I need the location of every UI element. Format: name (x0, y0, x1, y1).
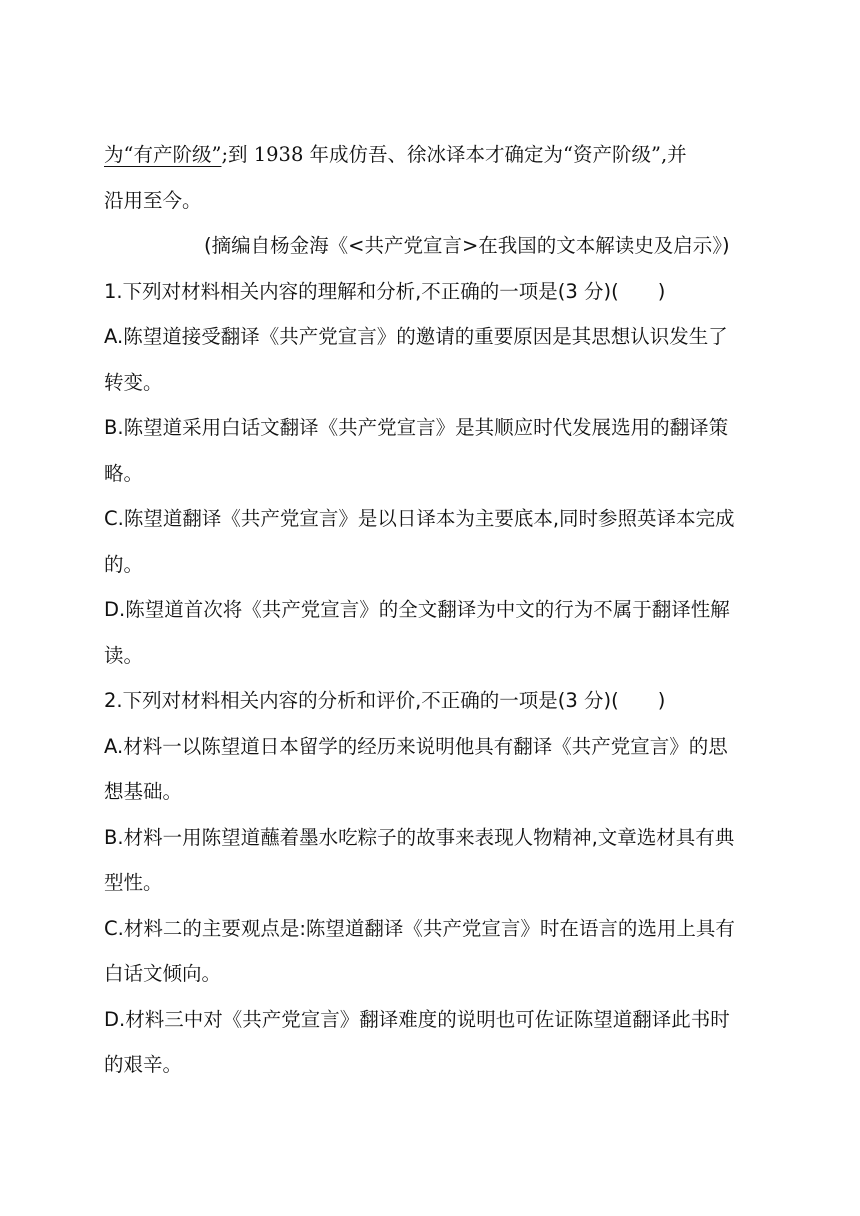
question-2-option-a: A.材料一以陈望道日本留学的经历来说明他具有翻译《共产党宣言》的思 (104, 734, 728, 758)
passage-line-1-rest: ;到 1938 年成仿吾、徐冰译本才确定为“资产阶级”,并 (221, 143, 687, 166)
question-1-stem: 1.下列对材料相关内容的理解和分析,不正确的一项是(3 分)( ) (104, 279, 666, 303)
document-content (104, 132, 764, 1088)
question-2-option-a-cont: 想基础。 (104, 780, 183, 803)
question-2-option-b-cont: 型性。 (104, 871, 163, 894)
question-2-option-c: C.材料二的主要观点是:陈望道翻译《共产党宣言》时在语言的选用上具有 (104, 916, 735, 940)
question-2-option-c-cont: 白话文倾向。 (104, 962, 222, 985)
question-1-option-c: C.陈望道翻译《共产党宣言》是以日译本为主要底本,同时参照英译本完成 (104, 507, 735, 530)
question-1-option-a-cont: 转变。 (104, 370, 163, 394)
question-1-option-a: A.陈望道接受翻译《共产党宣言》的邀请的重要原因是其思想认识发生了 (104, 325, 728, 348)
source-citation: (摘编自杨金海《<共产党宣言>在我国的文本解读史及启示》) (204, 234, 730, 257)
passage-line-1 (104, 132, 764, 178)
question-2-option-d: D.材料三中对《共产党宣言》翻译难度的说明也可佐证陈望道翻译此书时 (104, 1007, 730, 1031)
question-2-option-b: B.材料一用陈望道蘸着墨水吃粽子的故事来表现人物精神,文章选材具有典 (104, 825, 735, 849)
passage-line-2: 沿用至今。 (104, 188, 202, 212)
question-2-stem: 2.下列对材料相关内容的分析和评价,不正确的一项是(3 分)( ) (104, 689, 666, 712)
question-1-option-d: D.陈望道首次将《共产党宣言》的全文翻译为中文的行为不属于翻译性解 (104, 598, 730, 621)
question-1-option-d-cont: 读。 (104, 643, 144, 667)
question-1-option-b: B.陈望道采用白话文翻译《共产党宣言》是其顺应时代发展选用的翻译策 (104, 416, 729, 439)
question-2-option-d-cont: 的艰辛。 (104, 1053, 183, 1076)
underlined-phrase: 为“有产阶级” (104, 143, 222, 166)
question-1-option-b-cont: 略。 (104, 461, 144, 485)
question-1-option-c-cont: 的。 (104, 552, 144, 576)
